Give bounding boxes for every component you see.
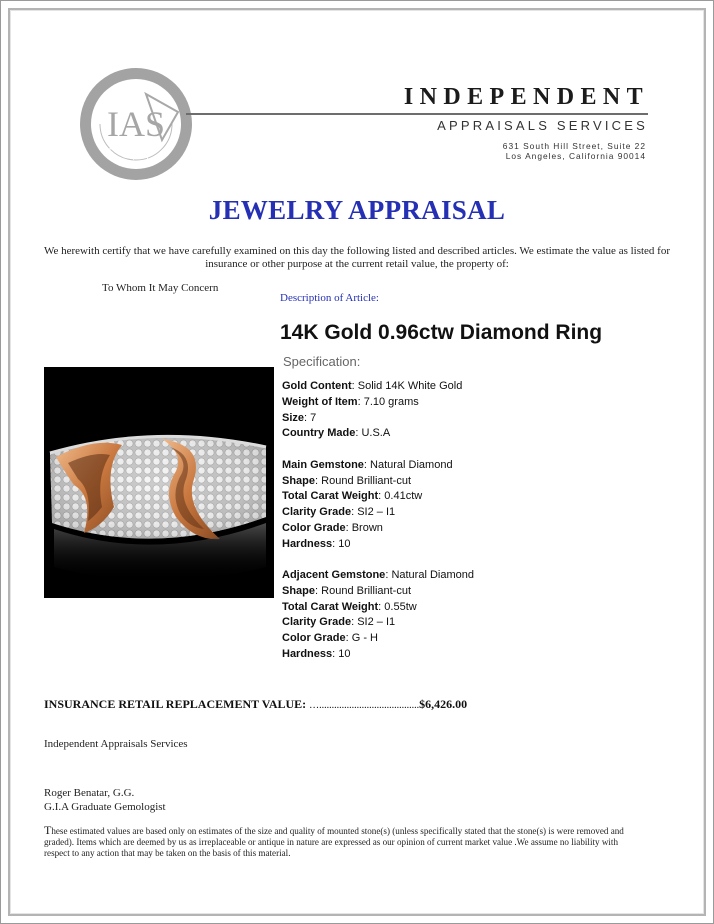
logo-letters: IAS <box>106 104 166 144</box>
spec-country: Country Made: U.S.A <box>282 427 391 440</box>
ias-logo <box>78 66 194 182</box>
disclaimer-text: hese estimated values are based only on estimates of the size and quality of mounted stone(s) (unless specifically stated that the stone(s) is were removed and graded). Items which are deemed by us as irreplaceable or antique in nature are expressed as our opinion of current market value .We assume no liability with respect to any action that may be taken on the basis of this material. <box>44 826 624 859</box>
address-line-1: 631 South Hill Street, Suite 22 <box>502 141 646 151</box>
insurance-value-label: INSURANCE RETAIL REPLACEMENT VALUE: <box>44 697 307 711</box>
recipient: To Whom It May Concern <box>102 282 219 294</box>
footer-company: Independent Appraisals Services <box>44 738 188 750</box>
spec-main-color: Color Grade: Brown <box>282 521 383 534</box>
spec-main-clarity: Clarity Grade: SI2 – I1 <box>282 506 396 518</box>
description-label: Description of Article: <box>280 292 379 304</box>
certification-text: We herewith certify that we have carefully examined on this day the following listed and described articles. We estimate the value as listed for insurance or other purpose at the current retail value, the property of: <box>43 245 671 270</box>
company-subtitle: APPRAISALS SERVICES <box>437 118 648 133</box>
spec-adjacent-gemstone: Adjacent Gemstone: Natural Diamond <box>282 569 474 581</box>
disclaimer-first-letter: T <box>44 823 52 837</box>
spec-adjacent-carat: Total Carat Weight: 0.55tw <box>282 600 417 613</box>
disclaimer <box>44 825 634 860</box>
ring-photo <box>44 367 274 598</box>
spec-main-hardness: Hardness: 10 <box>282 537 351 550</box>
spec-weight: Weight of Item: 7.10 grams <box>282 395 419 408</box>
specification-heading: Specification: <box>283 354 361 369</box>
header-divider <box>186 113 648 115</box>
spec-main-gemstone: Main Gemstone: Natural Diamond <box>282 458 453 471</box>
signatory-name: Roger Benatar, G.G. <box>44 787 135 799</box>
item-title: 14K Gold 0.96ctw Diamond Ring <box>280 321 603 344</box>
insurance-value-dots: …........................................ <box>309 700 420 711</box>
spec-adjacent-clarity: Clarity Grade: SI2 – I1 <box>282 616 396 629</box>
spec-adjacent-hardness: Hardness: 10 <box>282 647 351 660</box>
address-line-2: Los Angeles, California 90014 <box>505 151 646 161</box>
spec-main-carat: Total Carat Weight: 0.41ctw <box>282 490 423 503</box>
spec-adjacent-shape: Shape: Round Brilliant-cut <box>282 584 412 597</box>
signatory-title: G.I.A Graduate Gemologist <box>44 801 166 813</box>
specifications-list <box>282 379 474 663</box>
insurance-value-amount: $6,426.00 <box>419 697 468 711</box>
spec-size: Size: 7 <box>282 411 317 424</box>
company-name: INDEPENDENT <box>403 84 649 110</box>
spec-main-shape: Shape: Round Brilliant-cut <box>282 474 412 487</box>
spec-adjacent-color: Color Grade: G - H <box>282 632 378 644</box>
insurance-value-line <box>44 697 467 712</box>
spec-gold-content: Gold Content: Solid 14K White Gold <box>282 380 463 392</box>
document-title: JEWELRY APPRAISAL <box>208 195 506 225</box>
spec-spacer <box>282 552 474 568</box>
ring-illustration <box>44 367 274 598</box>
logo-ring-text: Appraisal <box>101 145 153 170</box>
spec-spacer <box>282 442 474 458</box>
